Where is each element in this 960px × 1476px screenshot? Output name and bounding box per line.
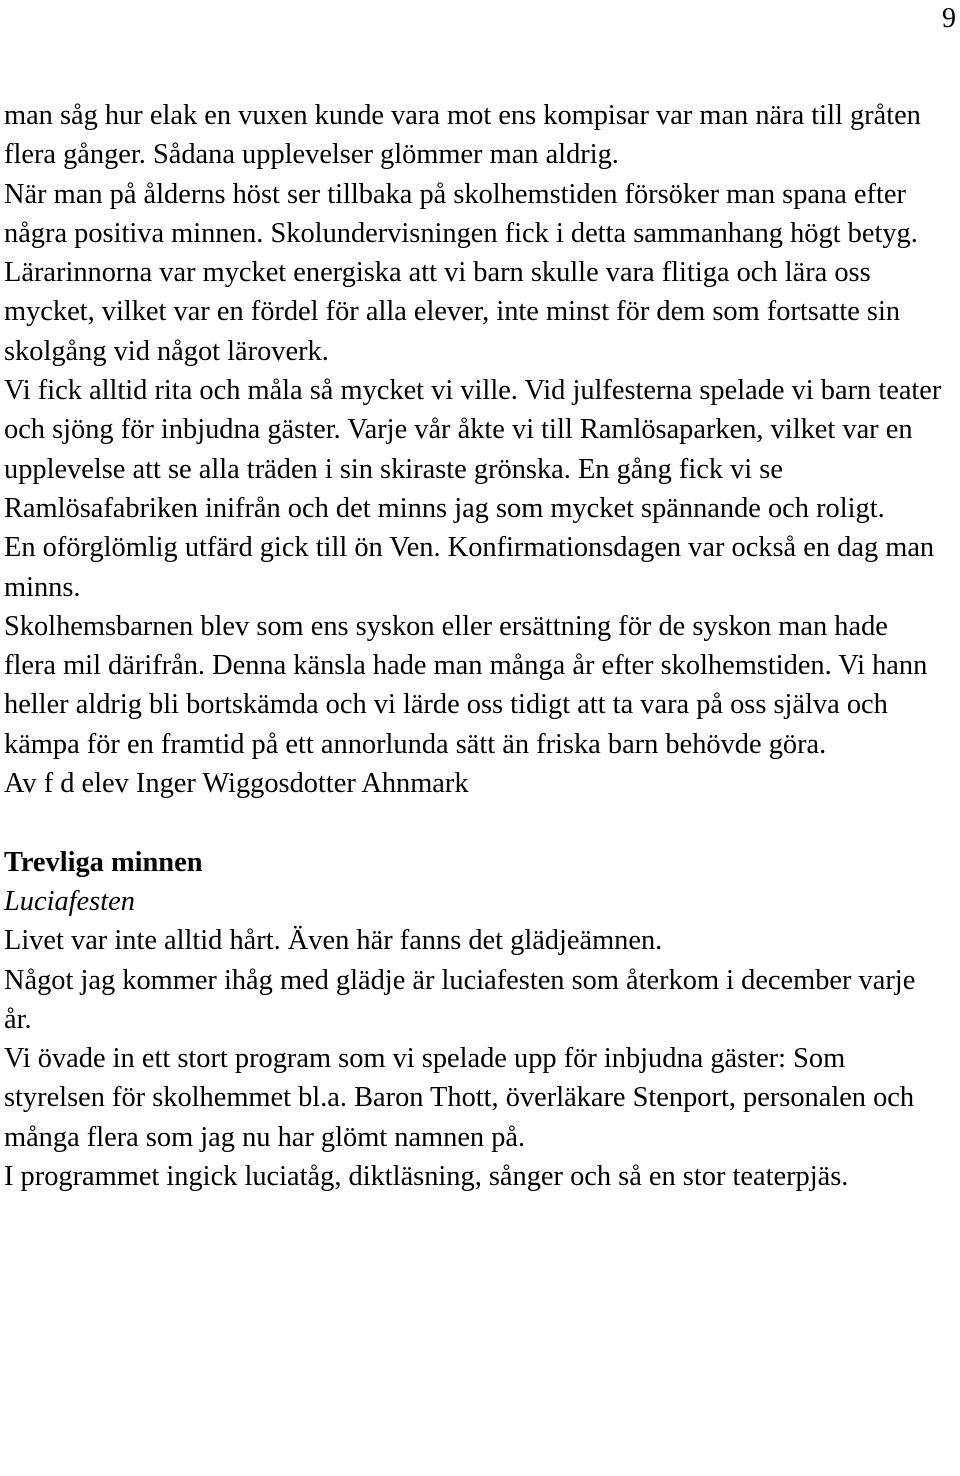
paragraph: Vi fick alltid rita och måla så mycket vi ville. Vid julfesterna spelade vi barn teater och sjöng för inbjudna gäster. Varje vår åkte vi till Ramlösaparken, vilket var en upplevelse att se alla träden i sin skiraste grönska. En gång fick vi se Ramlösafabriken inifrån och det minns jag som mycket spännande och roligt. — [4, 375, 942, 524]
paragraph: En oförglömlig utfärd gick till ön Ven. Konfirmationsdagen var också en dag man minns. — [4, 532, 935, 603]
page-number: 9 — [942, 3, 956, 34]
document-body — [4, 96, 944, 1196]
section-heading: Trevliga minnen — [4, 846, 203, 878]
section-subheading: Luciafesten — [4, 885, 135, 917]
paragraph: Något jag kommer ihåg med glädje är luciafesten som återkom i december varje år. — [4, 964, 916, 1035]
paragraph: Livet var inte alltid hårt. Även här fanns det glädjeämnen. — [4, 925, 663, 957]
paragraph: man såg hur elak en vuxen kunde vara mot ens kompisar var man nära till gråten flera gånger. Sådana upplevelser glömmer man aldrig. — [4, 100, 921, 171]
paragraph: I programmet ingick luciatåg, diktläsning, sånger och så en stor teaterpjäs. — [4, 1161, 849, 1193]
paragraph: Vi övade in ett stort program som vi spelade upp för inbjudna gäster: Som styrelsen för skolhemmet bl.a. Baron Thott, överläkare Stenport, personalen och många flera som jag nu har glömt namnen på. — [4, 1043, 915, 1153]
paragraph: När man på ålderns höst ser tillbaka på skolhemstiden försöker man spana efter några positiva minnen. Skolundervisningen fick i detta sammanhang högt betyg. Lärarinnorna var mycket energiska att vi barn skulle vara flitiga och lära oss mycket, vilket var en fördel för alla elever, inte minst för dem som fortsatte sin skolgång vid något läroverk. — [4, 178, 918, 367]
author-signature: Av f d elev Inger Wiggosdotter Ahnmark — [4, 768, 469, 800]
paragraph: Skolhemsbarnen blev som ens syskon eller ersättning för de syskon man hade flera mil därifrån. Denna känsla hade man många år efter skolhemstiden. Vi hann heller aldrig bli bortskämda och vi lärde oss tidigt att ta vara på oss själva och kämpa för en framtid på ett annorlunda sätt än friska barn behövde göra. — [4, 610, 928, 760]
section-spacer — [4, 803, 944, 842]
